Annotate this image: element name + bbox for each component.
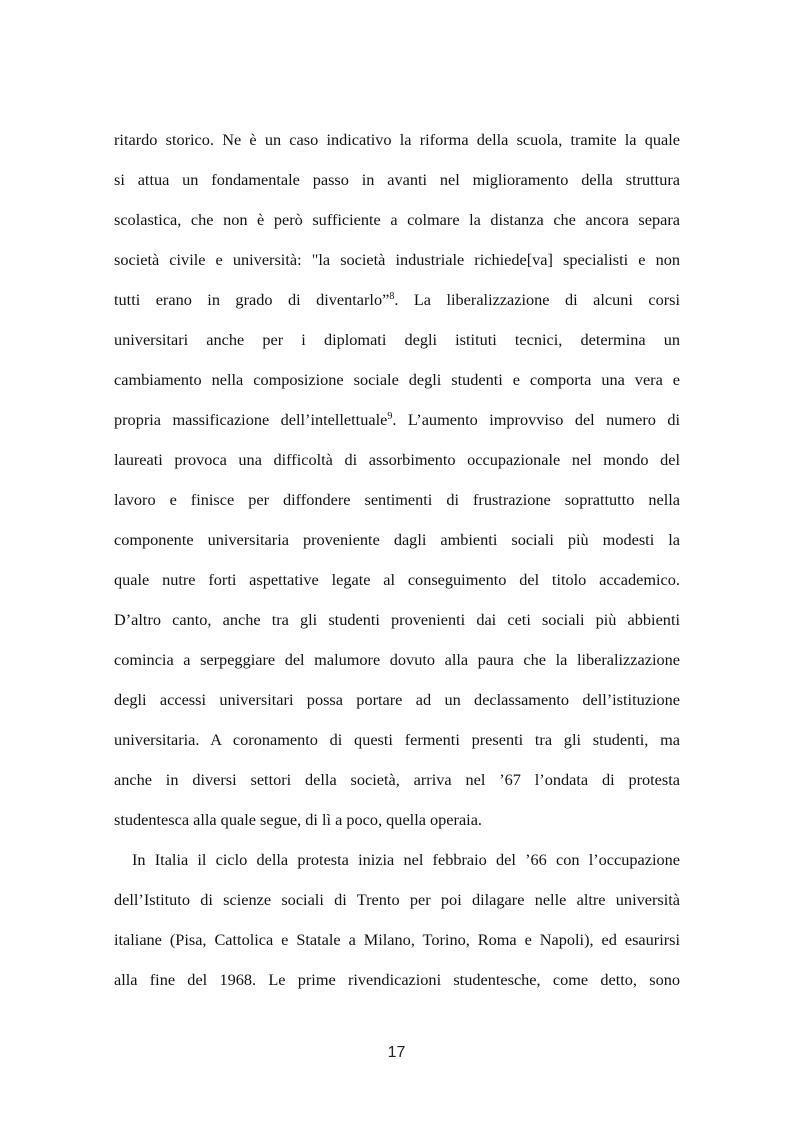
text-line	[114, 280, 680, 320]
footnote-marker-8: 8	[389, 291, 395, 302]
text-line: studentesca alla quale segue, di lì a poco, quella operaia.	[114, 810, 482, 829]
text-line	[114, 400, 680, 440]
paragraph-1	[114, 120, 680, 840]
text-segment: . L’aumento improvviso del numero di	[392, 410, 680, 429]
text-segment: tutti erano in grado di diventarlo”	[114, 290, 390, 309]
body-text	[114, 120, 680, 1000]
text-segment: . La liberalizzazione di alcuni corsi	[394, 290, 681, 309]
text-line: degli accessi universitari possa portare ad un declassamento dell’istituzione	[114, 690, 680, 709]
text-line: società civile e università: "la società industriale richiede[va] specialisti e non	[114, 250, 680, 269]
text-line: si attua un fondamentale passo in avanti nel miglioramento della struttura	[114, 170, 680, 189]
text-line: alla fine del 1968. Le prime rivendicazioni studentesche, come detto, sono	[114, 970, 680, 989]
text-line: componente universitaria proveniente dagli ambienti sociali più modesti la	[114, 530, 680, 549]
text-line: scolastica, che non è però sufficiente a colmare la distanza che ancora separa	[114, 210, 680, 229]
text-line: D’altro canto, anche tra gli studenti provenienti dai ceti sociali più abbienti	[114, 610, 680, 629]
text-line: universitaria. A coronamento di questi fermenti presenti tra gli studenti, ma	[114, 730, 680, 749]
text-line: universitari anche per i diplomati degli istituti tecnici, determina un	[114, 330, 680, 349]
text-line: lavoro e finisce per diffondere sentimenti di frustrazione soprattutto nella	[114, 490, 680, 509]
text-line: In Italia il ciclo della protesta inizia nel febbraio del ’66 con l’occupazione	[132, 850, 680, 869]
paragraph-2	[114, 840, 680, 1000]
text-line: comincia a serpeggiare del malumore dovuto alla paura che la liberalizzazione	[114, 650, 680, 669]
text-line: italiane (Pisa, Cattolica e Statale a Milano, Torino, Roma e Napoli), ed esaurirsi	[114, 930, 680, 949]
text-line: dell’Istituto di scienze sociali di Trento per poi dilagare nelle altre università	[114, 890, 680, 909]
text-line: ritardo storico. Ne è un caso indicativo la riforma della scuola, tramite la quale	[114, 130, 680, 149]
text-line: quale nutre forti aspettative legate al conseguimento del titolo accademico.	[114, 570, 680, 589]
text-line: anche in diversi settori della società, arriva nel ’67 l’ondata di protesta	[114, 770, 680, 789]
footnote-marker-9: 9	[387, 411, 393, 422]
text-line: laureati provoca una difficoltà di assorbimento occupazionale nel mondo del	[114, 450, 680, 469]
page-number: 17	[387, 1044, 406, 1061]
text-segment: propria massificazione dell’intellettuale	[114, 410, 388, 429]
text-line: cambiamento nella composizione sociale degli studenti e comporta una vera e	[114, 370, 680, 389]
